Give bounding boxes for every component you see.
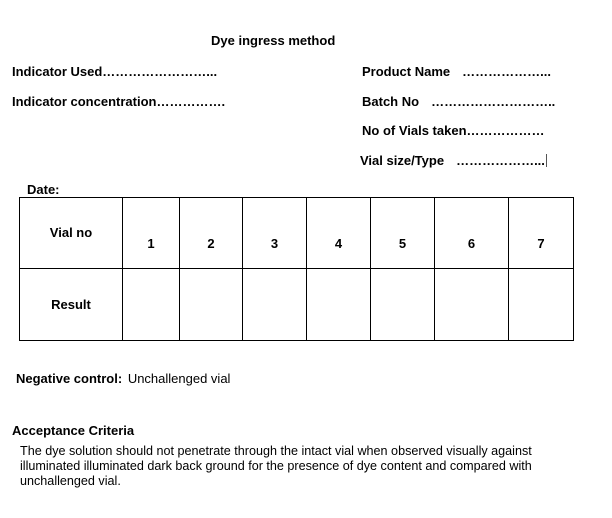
vial-number-cell: 7 bbox=[509, 198, 574, 269]
page-title: Dye ingress method bbox=[211, 33, 336, 48]
vial-size-blank[interactable]: ………………... bbox=[456, 153, 545, 168]
no-of-vials-field bbox=[362, 123, 545, 138]
no-of-vials-label: No of Vials taken bbox=[362, 123, 467, 138]
result-cell[interactable] bbox=[180, 269, 243, 341]
date-label: Date: bbox=[27, 182, 60, 197]
vial-number-cell: 5 bbox=[371, 198, 435, 269]
vial-number-cell: 6 bbox=[435, 198, 509, 269]
batch-no-field bbox=[362, 94, 555, 109]
vial-no-header: Vial no bbox=[20, 198, 123, 269]
vial-number-cell: 1 bbox=[123, 198, 180, 269]
text-cursor bbox=[546, 154, 547, 167]
vial-number-cell: 2 bbox=[180, 198, 243, 269]
batch-no-blank[interactable]: ……………………….. bbox=[431, 94, 556, 109]
result-cell[interactable] bbox=[371, 269, 435, 341]
indicator-used-field bbox=[12, 64, 217, 79]
result-header: Result bbox=[20, 269, 123, 341]
result-cell[interactable] bbox=[307, 269, 371, 341]
indicator-concentration-label: Indicator concentration bbox=[12, 94, 157, 109]
acceptance-criteria-text: The dye solution should not penetrate through the intact vial when observed visually against illuminated illuminated dark back ground for the presence of dye content and compared with unchallenged vial. bbox=[20, 444, 532, 488]
result-cell[interactable] bbox=[123, 269, 180, 341]
product-name-field bbox=[362, 64, 551, 79]
vial-results-table bbox=[19, 197, 574, 341]
vial-number-cell: 4 bbox=[307, 198, 371, 269]
no-of-vials-blank[interactable]: ……………… bbox=[466, 123, 545, 138]
vial-size-field bbox=[360, 153, 547, 168]
table-row bbox=[20, 198, 574, 269]
negative-control-value: Unchallenged vial bbox=[127, 371, 231, 386]
acceptance-criteria-heading: Acceptance Criteria bbox=[12, 423, 135, 438]
table-row bbox=[20, 269, 574, 341]
indicator-concentration-blank[interactable]: ……………. bbox=[156, 94, 226, 109]
indicator-concentration-field bbox=[12, 94, 225, 109]
result-cell[interactable] bbox=[243, 269, 307, 341]
negative-control-line bbox=[16, 371, 230, 386]
product-name-label: Product Name bbox=[362, 64, 451, 79]
result-cell[interactable] bbox=[509, 269, 574, 341]
product-name-blank[interactable]: ………………... bbox=[462, 64, 551, 79]
vial-number-cell: 3 bbox=[243, 198, 307, 269]
result-cell[interactable] bbox=[435, 269, 509, 341]
batch-no-label: Batch No bbox=[362, 94, 420, 109]
indicator-used-blank[interactable]: ……………………... bbox=[102, 64, 218, 79]
vial-size-label: Vial size/Type bbox=[360, 153, 445, 168]
negative-control-label: Negative control: bbox=[16, 371, 123, 386]
indicator-used-label: Indicator Used bbox=[12, 64, 103, 79]
